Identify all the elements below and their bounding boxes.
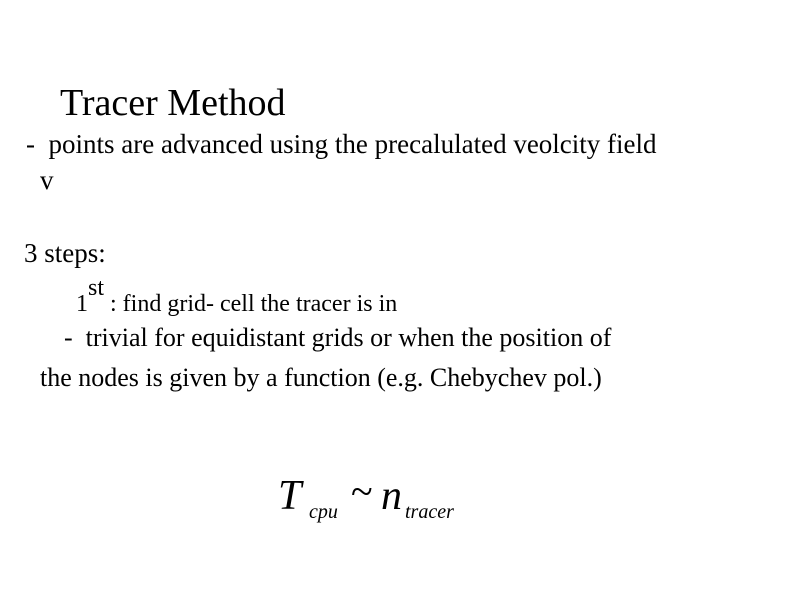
step-1-detail-marker: -: [64, 323, 73, 352]
step-1-line: [76, 275, 398, 317]
steps-heading: 3 steps:: [24, 238, 106, 268]
bullet-line: [26, 131, 657, 158]
formula-rhs: n: [381, 473, 402, 519]
formula-lhs: T: [278, 473, 302, 519]
step-1-text: : find grid- cell the tracer is in: [104, 291, 398, 317]
bullet-marker: -: [26, 129, 35, 159]
step-1-detail-line: [64, 325, 611, 351]
bullet-text: points are advanced using the precalulated veolcity field: [48, 129, 657, 159]
formula-rhs-subscript: tracer: [405, 501, 454, 523]
step-1-detail-text: trivial for equidistant grids or when the position of: [85, 323, 612, 352]
formula-relation: ~: [351, 469, 373, 514]
step-1-number: 1: [76, 291, 88, 317]
slide-title: Tracer Method: [60, 82, 286, 124]
step-1-ordinal: st: [88, 275, 105, 301]
step-1-detail-continuation: the nodes is given by a function (e.g. Chebychev pol.): [40, 363, 602, 392]
bullet-continuation: v: [40, 165, 54, 195]
formula-lhs-subscript: cpu: [309, 501, 338, 523]
